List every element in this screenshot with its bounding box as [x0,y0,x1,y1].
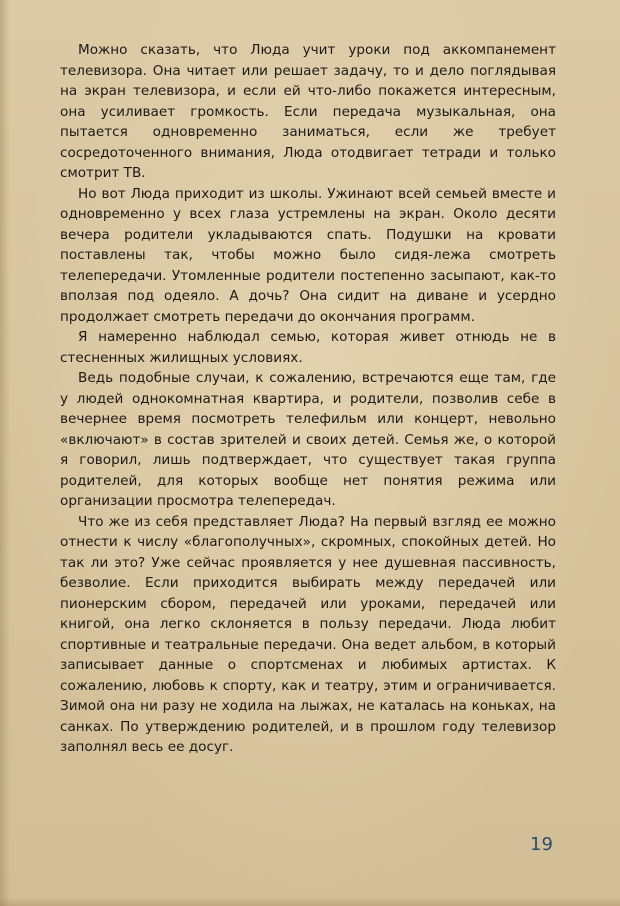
paragraph-3: Я намеренно наблюдал семью, которая живет отнюдь не в стесненных жилищных условиях. [60,329,556,366]
paragraph-5: Что же из себя представляет Люда? На первый взгляд ее можно отнести к числу «благополучных», скромных, спокойных детей. Но так ли это? Уже сейчас проявляется у нее душевная пассивность, безволие. Если приходится выбирать между передачей или пионерским сбором, передачей или уроками, передачей или книгой, она легко склоняется в пользу передачи. Люда любит спортивные и театральные передачи. Она ведет альбом, в который записывает данные о спортсменах и любимых артистах. К сожалению, любовь к спорту, как и театру, этим и ограничивается. Зимой она ни разу не ходила на лыжах, не каталась на коньках, на санках. По утверждению родителей, и в прошлом году телевизор заполнял весь ее досуг. [60,513,556,755]
page-left-edge-shadow [0,0,10,906]
page-bottom-edge-shadow [0,898,620,906]
body-text [60,40,556,758]
page-number: 19 [530,834,553,855]
paragraph-1: Можно сказать, что Люда учит уроки под аккомпанемент телевизора. Она читает или решает задачу, то и дело поглядывая на экран телевизора, и если ей что-либо покажется интересным, она усиливает громкость. Если передача музыкальная, она пытается одновременно заниматься, если же требует сосредоточенного внимания, Люда отодвигает тетради и только смотрит ТВ. [60,42,556,181]
paragraph-4: Ведь подобные случаи, к сожалению, встречаются еще там, где у людей однокомнатная квартира, и родители, позволив себе в вечернее время посмотреть телефильм или концерт, невольно «включают» в состав зрителей и своих детей. Семья же, о которой я говорил, лишь подтверждает, что существует такая группа родителей, для которых вообще нет понятия режима или организации просмотра телепередач. [60,370,556,509]
paragraph-2: Но вот Люда приходит из школы. Ужинают всей семьей вместе и одновременно у всех глаза устремлены на экран. Около десяти вечера родители укладываются спать. Подушки на кровати поставлены так, чтобы можно было сидя-лежа смотреть телепередачи. Утомленные родители постепенно засыпают, как-то вползая под одеяло. А дочь? Она сидит на диване и усердно продолжает смотреть передачи до окончания программ. [60,185,556,325]
